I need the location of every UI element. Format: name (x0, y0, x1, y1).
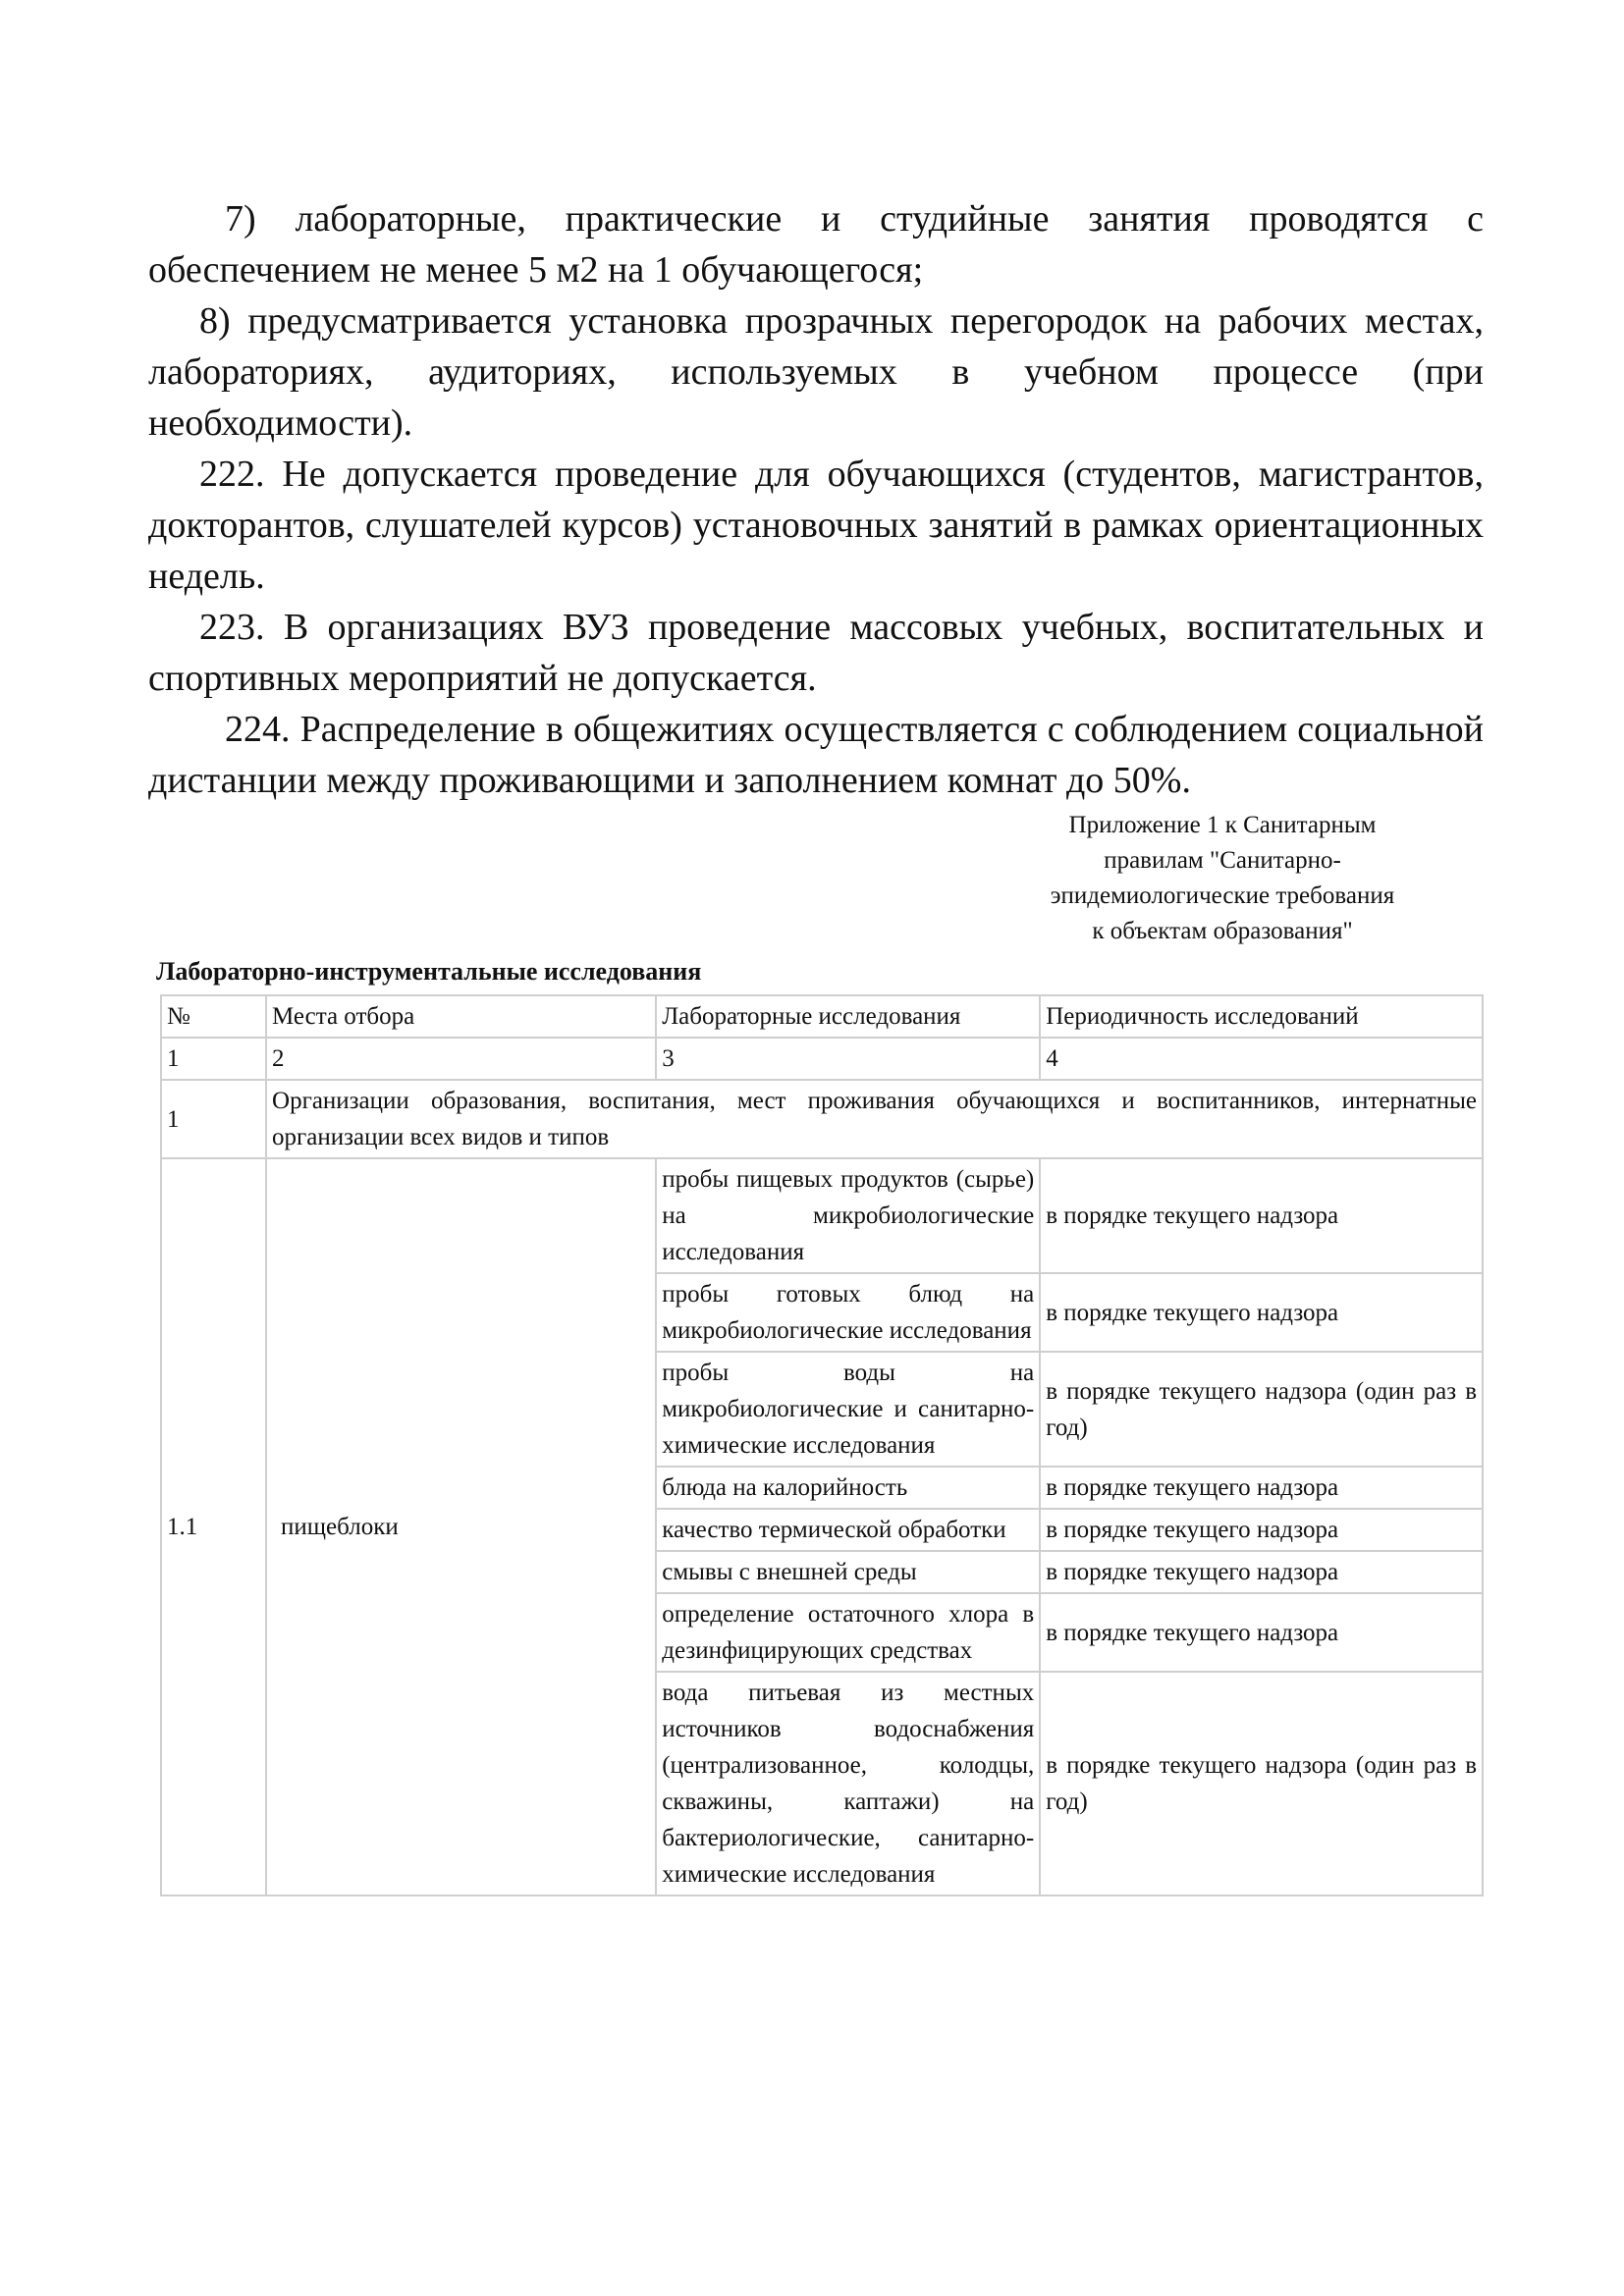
table-cell: 4 (1040, 1038, 1483, 1080)
period-cell: в порядке текущего надзора (1040, 1467, 1483, 1509)
table-cell: 3 (656, 1038, 1040, 1080)
section-number: 1.1 (161, 1158, 266, 1896)
study-cell: смывы с внешней среды (656, 1551, 1040, 1593)
period-cell: в порядке текущего надзора (1040, 1509, 1483, 1551)
paragraph-222: 222. Не допускается проведение для обучающихся (студентов, магистрантов, докторантов, слушателей курсов) установочных занятий в рамках ориентационных недель. (148, 454, 1484, 597)
appendix-note (1011, 808, 1434, 949)
paragraph-223: 223. В организациях ВУЗ проведение массовых учебных, воспитательных и спортивных мероприятий не допускается. (148, 607, 1484, 699)
lab-studies-table (160, 994, 1484, 1896)
study-cell: пробы пищевых продуктов (сырье) на микробиологические исследования (656, 1158, 1040, 1273)
paragraph-7: 7) лабораторные, практические и студийные занятия проводятся с обеспечением не менее 5 м2 на 1 обучающегося; (148, 198, 1484, 291)
header-cell: № (161, 995, 266, 1038)
header-cell: Места отбора (266, 995, 656, 1038)
study-cell: пробы готовых блюд на микробиологические исследования (656, 1273, 1040, 1352)
appendix-line: Приложение 1 к Санитарным (1068, 812, 1377, 838)
period-cell: в порядке текущего надзора (1040, 1551, 1483, 1593)
study-cell: качество термической обработки (656, 1509, 1040, 1551)
group-row (161, 1080, 1483, 1158)
group-description: Организации образования, воспитания, мест проживания обучающихся и воспитанников, интернатные организации всех видов и типов (266, 1080, 1483, 1158)
appendix-line: эпидемиологические требования (1050, 882, 1395, 909)
period-cell: в порядке текущего надзора (1040, 1593, 1483, 1672)
period-cell: в порядке текущего надзора (один раз в год) (1040, 1352, 1483, 1467)
table-header-row (161, 995, 1483, 1038)
period-cell: в порядке текущего надзора (1040, 1158, 1483, 1273)
study-cell: определение остаточного хлора в дезинфицирующих средствах (656, 1593, 1040, 1672)
appendix-line: правилам "Санитарно- (1104, 847, 1341, 874)
period-cell: в порядке текущего надзора (один раз в год) (1040, 1672, 1483, 1896)
body-text (148, 193, 1484, 806)
column-number-row (161, 1038, 1483, 1080)
header-cell: Лабораторные исследования (656, 995, 1040, 1038)
table-title: Лабораторно-инструментальные исследования (156, 957, 702, 986)
appendix-line: к объектам образования" (1092, 918, 1353, 944)
table-cell: 1 (161, 1038, 266, 1080)
header-cell: Периодичность исследований (1040, 995, 1483, 1038)
sampling-place: пищеблоки (266, 1158, 656, 1896)
table-cell: 2 (266, 1038, 656, 1080)
paragraph-224: 224. Распределение в общежитиях осуществляется с соблюдением социальной дистанции между проживающими и заполнением комнат до 50%. (148, 709, 1484, 801)
study-cell: блюда на калорийность (656, 1467, 1040, 1509)
study-cell: пробы воды на микробиологические и санитарно-химические исследования (656, 1352, 1040, 1467)
period-cell: в порядке текущего надзора (1040, 1273, 1483, 1352)
table-row (161, 1158, 1483, 1273)
study-cell: вода питьевая из местных источников водоснабжения (централизованное, колодцы, скважины, каптажи) на бактериологические, санитарно-химические исследования (656, 1672, 1040, 1896)
paragraph-8: 8) предусматривается установка прозрачных перегородок на рабочих местах, лабораториях, аудиториях, используемых в учебном процессе (при необходимости). (148, 300, 1484, 444)
group-number: 1 (161, 1080, 266, 1158)
